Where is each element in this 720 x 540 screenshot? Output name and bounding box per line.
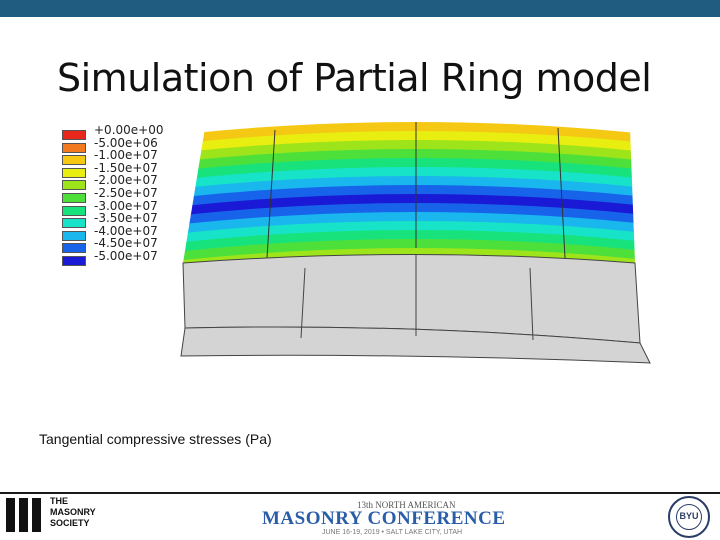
conference-super: 13th NORTH AMERICAN <box>357 500 456 510</box>
legend-swatch <box>62 180 86 190</box>
figure-caption: Tangential compressive stresses (Pa) <box>39 431 272 447</box>
slide-title: Simulation of Partial Ring model <box>57 56 652 100</box>
conference-logo <box>262 500 506 538</box>
conference-name: MASONRY CONFERENCE <box>262 508 506 529</box>
conference-date: JUNE 16-19, 2019 • SALT LAKE CITY, UTAH <box>322 529 463 536</box>
legend-swatch <box>62 218 86 228</box>
legend-label: -4.00e+07 <box>94 223 158 238</box>
legend-label: -2.50e+07 <box>94 186 158 200</box>
tms-line: THE <box>50 496 68 506</box>
legend-label: +0.00e+00 <box>94 123 164 137</box>
masonry-society-logo <box>6 496 106 536</box>
legend-swatch <box>62 243 86 253</box>
footer-divider <box>0 492 720 494</box>
legend-swatch <box>62 206 86 216</box>
partial-ring-model <box>175 118 655 388</box>
legend-label: -1.50e+07 <box>94 160 158 175</box>
legend-label: -5.00e+07 <box>94 249 158 263</box>
stress-legend <box>62 124 182 266</box>
legend-swatch <box>62 168 86 178</box>
legend-label: -5.00e+06 <box>94 135 158 150</box>
legend-swatch <box>62 130 86 140</box>
legend-swatch <box>62 143 86 153</box>
tms-line: MASONRY <box>50 507 96 517</box>
legend-swatch <box>62 193 86 203</box>
legend-swatch <box>62 231 86 241</box>
header-bar <box>0 0 720 17</box>
legend-label: -3.50e+07 <box>94 211 158 226</box>
legend-label: -2.00e+07 <box>94 173 158 188</box>
legend-swatch <box>62 155 86 165</box>
legend-swatch <box>62 256 86 266</box>
byu-seal-logo <box>668 496 710 538</box>
legend-label: -1.00e+07 <box>94 148 158 163</box>
byu-text: BYU <box>679 511 699 521</box>
legend-label: -3.00e+07 <box>94 198 158 213</box>
legend-label: -4.50e+07 <box>94 236 158 251</box>
tms-line: SOCIETY <box>50 518 90 528</box>
